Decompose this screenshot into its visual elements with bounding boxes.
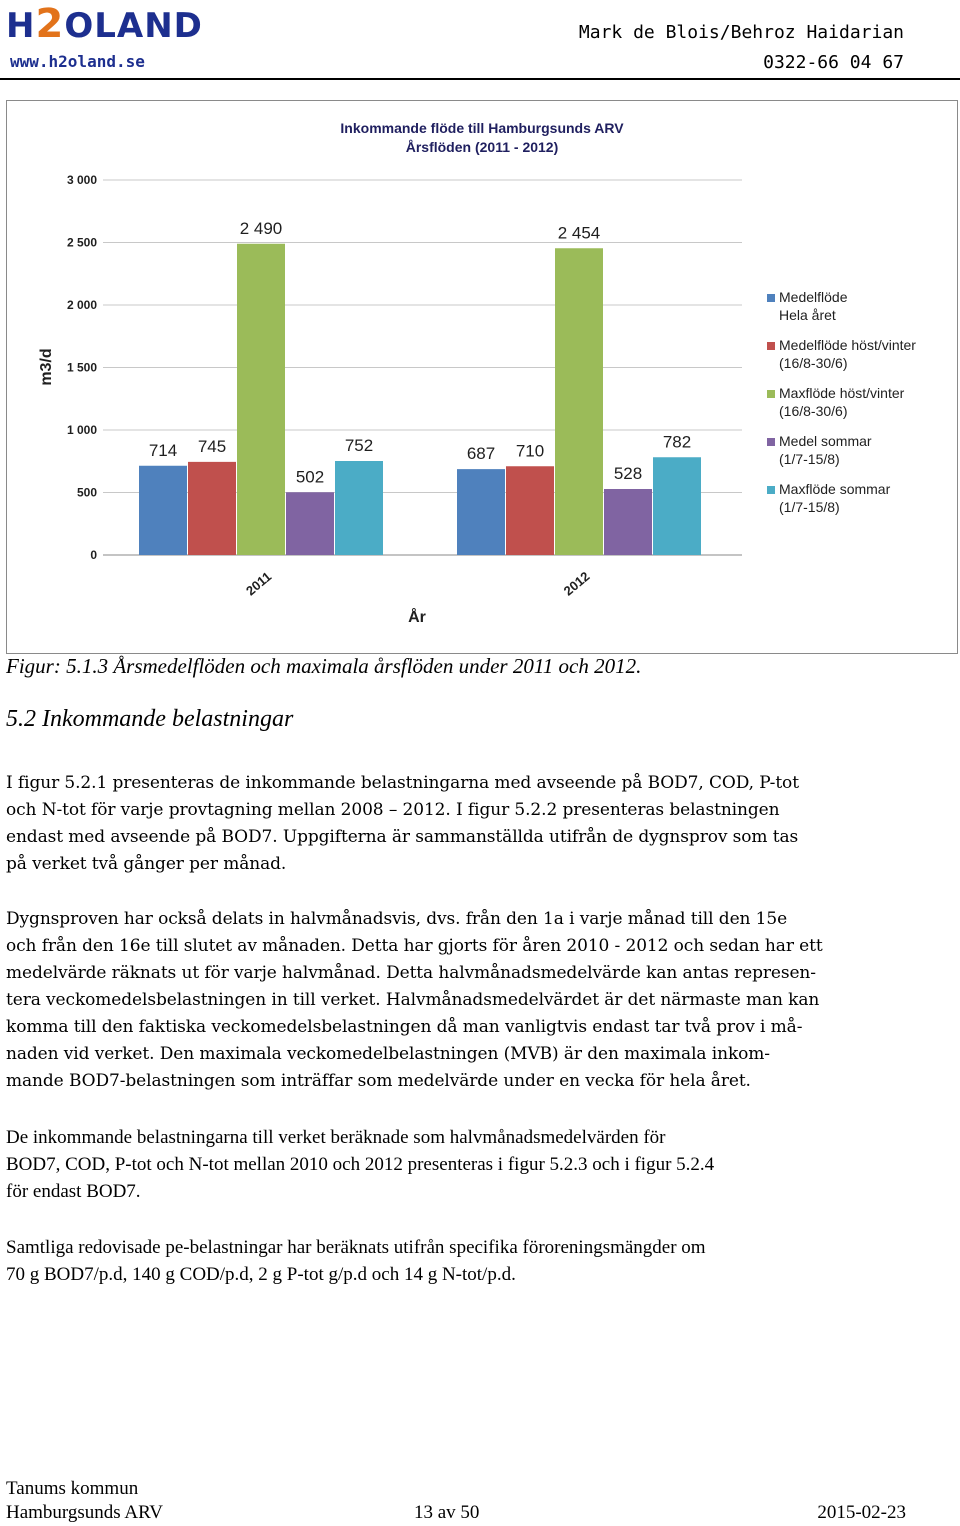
section-heading: 5.2 Inkommande belastningar [6,706,294,732]
x-axis-label: År [408,609,426,626]
bar [457,469,505,555]
paragraph-2-line: och från den 16e till slutet av månaden. Detta har gjorts för åren 2010 - 2012 och sedan har ett [6,936,823,956]
h2oland-logo: H2OLAND [6,1,203,47]
bar-value-label: 752 [344,436,374,455]
y-tick-label: 2 500 [66,235,97,250]
bar-value-label: 2 454 [557,223,601,243]
bar-value-label: 687 [466,444,496,464]
bar [653,457,701,555]
legend-swatch [767,486,775,494]
bar [286,492,334,555]
bar-value-label: 528 [613,464,643,483]
bar [335,461,383,555]
bar [555,248,603,555]
paragraph-4-line: 70 g BOD7/p.d, 140 g COD/p.d, 2 g P-tot g/p.d och 14 g N-tot/p.d. [6,1264,516,1285]
chart-svg [7,101,957,653]
bar-value-label: 2 490 [239,218,283,238]
legend-label-sub: (1/7-15/8) [779,499,840,515]
legend-label: Medelflöde höst/vinter [779,337,916,353]
legend-label: Maxflöde höst/vinter [779,385,905,401]
legend-label: Maxflöde sommar [779,481,891,497]
paragraph-3-line: för endast BOD7. [6,1181,141,1202]
paragraph-2-line: medelvärde räknats ut för varje halvmånad. Detta halvmånadsmedelvärde kan antas represen- [6,963,816,983]
legend-label: Medelflöde [779,289,848,305]
figure-caption: Figur: 5.1.3 Årsmedelflöden och maximala årsflöden under 2011 och 2012. [6,654,642,678]
header-divider [0,78,960,80]
x-tick-label: 2011 [242,568,275,599]
y-tick-label: 2 000 [66,298,97,312]
legend-swatch [767,294,775,302]
bar-value-label: 782 [662,432,692,452]
bar [506,466,554,555]
bar [188,462,236,555]
paragraph-3-line: De inkommande belastningarna till verket beräknade som halvmånadsmedelvärden för [6,1127,666,1148]
bar-value-label: 714 [148,440,178,460]
y-tick-label: 3 000 [66,173,97,187]
y-tick-label: 500 [76,485,97,500]
footer-row [6,1502,906,1526]
footer-plant: Hamburgsunds ARV [6,1502,164,1523]
y-axis-label: m3/d [38,348,55,386]
paragraph-2-line: komma till den faktiska veckomedelsbelastningen då man vanligtvis endast tar två prov i må- [6,1017,803,1037]
paragraph-1 [6,770,906,878]
y-tick-label: 1 500 [66,360,97,375]
footer-municipality: Tanums kommun [6,1478,139,1499]
website-url[interactable]: www.h2oland.se [10,52,145,71]
legend-label: Medel sommar [779,433,872,449]
bar [604,489,652,555]
chart-title: Inkommande flöde till Hamburgsunds ARV [340,120,624,136]
legend-label-sub: (1/7-15/8) [779,451,840,467]
paragraph-1-line: på verket två gånger per månad. [6,854,287,874]
paragraph-2-line: tera veckomedelsbelastningen in till verket. Halvmånadsmedelvärdet är det närmaste man kan [6,990,820,1010]
footer-date: 2015-02-23 [817,1502,906,1523]
y-tick-label: 1 000 [66,423,97,437]
paragraph-2-line: naden vid verket. Den maximala veckomedelbelastningen (MVB) är den maximala inkom- [6,1044,770,1064]
paragraph-3-line: BOD7, COD, P-tot och N-tot mellan 2010 och 2012 presenteras i figur 5.2.3 och i figur 5.2.4 [6,1154,715,1175]
legend-swatch [767,438,775,446]
paragraph-1-line: endast med avseende på BOD7. Uppgifterna är sammanställda utifrån de dygnsprov som tas [6,827,799,847]
flow-chart [6,100,958,654]
x-tick-label: 2012 [560,568,593,599]
legend-label-sub: Hela året [779,307,836,323]
bar [237,244,285,555]
paragraph-4-line: Samtliga redovisade pe-belastningar har beräknats utifrån specifika föroreningsmängder om [6,1237,706,1258]
bar-value-label: 502 [295,467,325,487]
paragraph-1-line: och N-tot för varje provtagning mellan 2008 – 2012. I figur 5.2.2 presenteras belastningen [6,800,780,820]
paragraph-1-line: I figur 5.2.1 presenteras de inkommande belastningarna med avseende på BOD7, COD, P-tot [6,773,799,793]
legend-label-sub: (16/8-30/6) [779,355,848,371]
bar [139,466,187,555]
paragraph-4 [6,1234,906,1288]
header-phone: 0322-66 04 67 [763,52,904,73]
paragraph-2-line: Dygnsproven har också delats in halvmånadsvis, dvs. från den 1a i varje månad till den 15e [6,909,788,929]
bar-value-label: 745 [197,436,227,456]
y-tick-label: 0 [90,548,97,562]
footer-page-number: 13 av 50 [414,1502,480,1523]
bar-value-label: 710 [515,441,545,461]
legend-swatch [767,390,775,398]
chart-subtitle: Årsflöden (2011 - 2012) [405,139,559,155]
legend-label-sub: (16/8-30/6) [779,403,848,419]
paragraph-2 [6,906,906,1095]
header-authors: Mark de Blois/Behroz Haidarian [578,22,904,43]
paragraph-3 [6,1124,906,1205]
paragraph-2-line: mande BOD7-belastningen som inträffar som medelvärde under en vecka för hela året. [6,1071,751,1091]
legend-swatch [767,342,775,350]
